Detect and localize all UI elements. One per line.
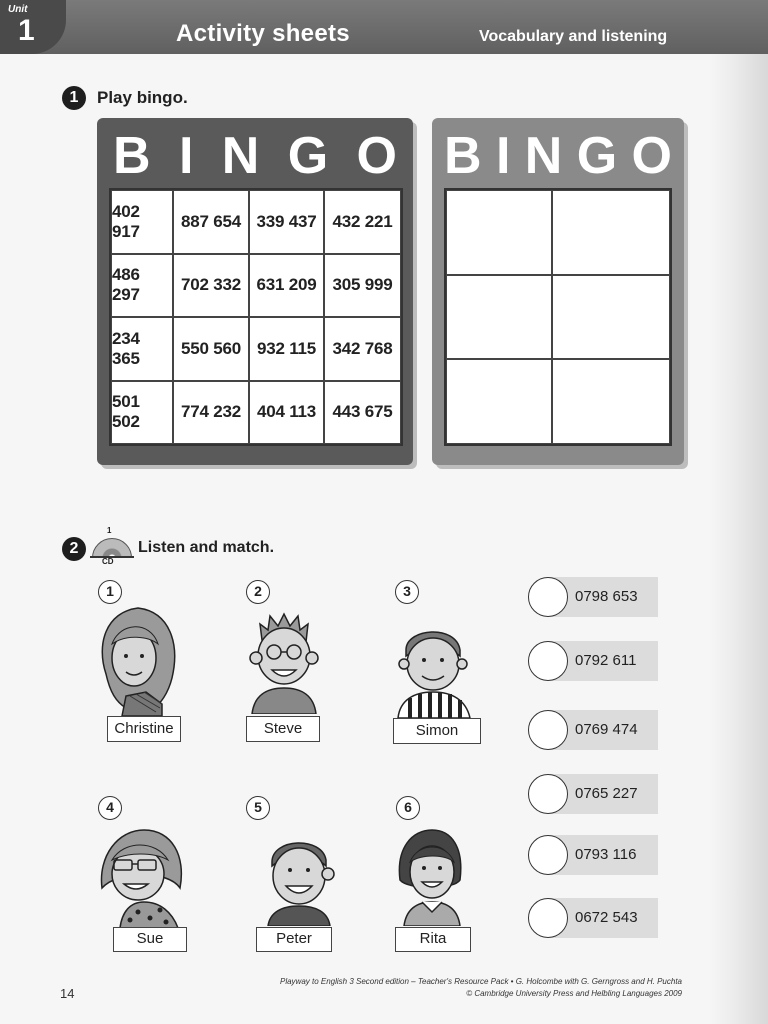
bingo-cell[interactable]: 486 297 (111, 254, 173, 318)
phone-number-item (528, 577, 658, 617)
cd-icon (90, 526, 134, 566)
bingo-letter: G (576, 127, 618, 185)
name-label: Simon (393, 718, 481, 744)
unit-number: 1 (18, 14, 35, 47)
bingo-empty-cell[interactable] (552, 190, 670, 275)
name-label: Rita (395, 927, 471, 952)
bingo-cell[interactable]: 339 437 (249, 190, 324, 254)
boy-steve-illustration (246, 610, 322, 714)
phone-number: 0798 653 (575, 588, 638, 605)
person-number: 6 (396, 796, 420, 820)
bingo-cell[interactable]: 932 115 (249, 317, 324, 381)
bingo-empty-cell[interactable] (446, 359, 552, 444)
bingo-cell[interactable]: 774 232 (173, 381, 249, 445)
bingo-grid-filled (109, 188, 403, 446)
answer-circle[interactable] (528, 577, 568, 617)
name-label: Christine (107, 716, 181, 742)
bingo-cell[interactable]: 404 113 (249, 381, 324, 445)
phone-number-item (528, 835, 658, 875)
name-label: Peter (256, 927, 332, 952)
phone-number-item (528, 710, 658, 750)
cd-label: CD (102, 557, 114, 566)
boy-peter-illustration (262, 832, 338, 926)
cd-track-number: 1 (107, 526, 112, 535)
bingo-letter: N (524, 127, 563, 185)
bingo-letter: I (178, 127, 194, 185)
footer-line: © Cambridge University Press and Helbling Languages 2009 (466, 989, 682, 998)
answer-circle[interactable] (528, 898, 568, 938)
answer-circle[interactable] (528, 835, 568, 875)
boy-simon-illustration (390, 620, 478, 718)
page-header (0, 0, 768, 54)
bingo-cell[interactable]: 443 675 (324, 381, 401, 445)
footer-line: Playway to English 3 Second edition – Teacher's Resource Pack • G. Holcombe with G. Gerngross and H. Puchta (279, 977, 682, 986)
bingo-letter: B (113, 127, 151, 185)
unit-label: Unit (8, 4, 28, 15)
person-number: 4 (98, 796, 122, 820)
girl-sue-illustration (98, 826, 186, 928)
bingo-header (444, 126, 672, 186)
girl-rita-illustration (398, 828, 464, 926)
bingo-letter: B (444, 127, 482, 185)
page-subtitle: Vocabulary and listening (479, 28, 668, 45)
bingo-cell[interactable]: 305 999 (324, 254, 401, 318)
phone-number: 0793 116 (575, 846, 637, 863)
bingo-empty-cell[interactable] (552, 359, 670, 444)
bingo-letter: O (356, 127, 397, 185)
phone-number: 0672 543 (575, 909, 638, 926)
bingo-letter: I (495, 127, 511, 185)
bingo-header (113, 126, 397, 186)
bingo-cell[interactable]: 501 502 (111, 381, 173, 445)
bingo-cell[interactable]: 432 221 (324, 190, 401, 254)
page-number: 14 (60, 986, 75, 1001)
section-2-number: 2 (62, 537, 86, 561)
bingo-empty-cell[interactable] (446, 190, 552, 275)
bingo-cell[interactable]: 402 917 (111, 190, 173, 254)
bingo-card-empty (432, 118, 684, 465)
name-label: Sue (113, 927, 187, 952)
phone-number: 0792 611 (575, 652, 637, 669)
girl-christine-illustration (96, 604, 180, 716)
bingo-empty-cell[interactable] (446, 275, 552, 360)
person-number: 3 (395, 580, 419, 604)
section-1-number: 1 (62, 86, 86, 110)
bingo-letter: N (221, 127, 260, 185)
person-number: 2 (246, 580, 270, 604)
section-1-title: Play bingo. (97, 88, 188, 107)
bingo-cell[interactable]: 631 209 (249, 254, 324, 318)
bingo-grid-empty (444, 188, 672, 446)
bingo-cell[interactable]: 342 768 (324, 317, 401, 381)
bingo-cell[interactable]: 550 560 (173, 317, 249, 381)
bingo-cell[interactable]: 702 332 (173, 254, 249, 318)
section-2-title: Listen and match. (138, 539, 275, 556)
copyright-footer (280, 976, 682, 1000)
phone-number: 0769 474 (575, 721, 638, 738)
answer-circle[interactable] (528, 710, 568, 750)
page-binding-shadow (708, 0, 768, 1024)
person-number: 1 (98, 580, 122, 604)
bingo-letter: G (287, 127, 329, 185)
bingo-card-filled (97, 118, 413, 465)
bingo-cell[interactable]: 234 365 (111, 317, 173, 381)
bingo-letter: O (631, 127, 672, 185)
phone-number-item (528, 898, 658, 938)
unit-tab (0, 0, 66, 54)
bingo-empty-cell[interactable] (552, 275, 670, 360)
bingo-cell[interactable]: 887 654 (173, 190, 249, 254)
name-label: Steve (246, 716, 320, 742)
answer-circle[interactable] (528, 774, 568, 814)
answer-circle[interactable] (528, 641, 568, 681)
phone-number: 0765 227 (575, 785, 638, 802)
person-number: 5 (246, 796, 270, 820)
phone-number-item (528, 774, 658, 814)
phone-number-item (528, 641, 658, 681)
page-title: Activity sheets (176, 20, 350, 47)
